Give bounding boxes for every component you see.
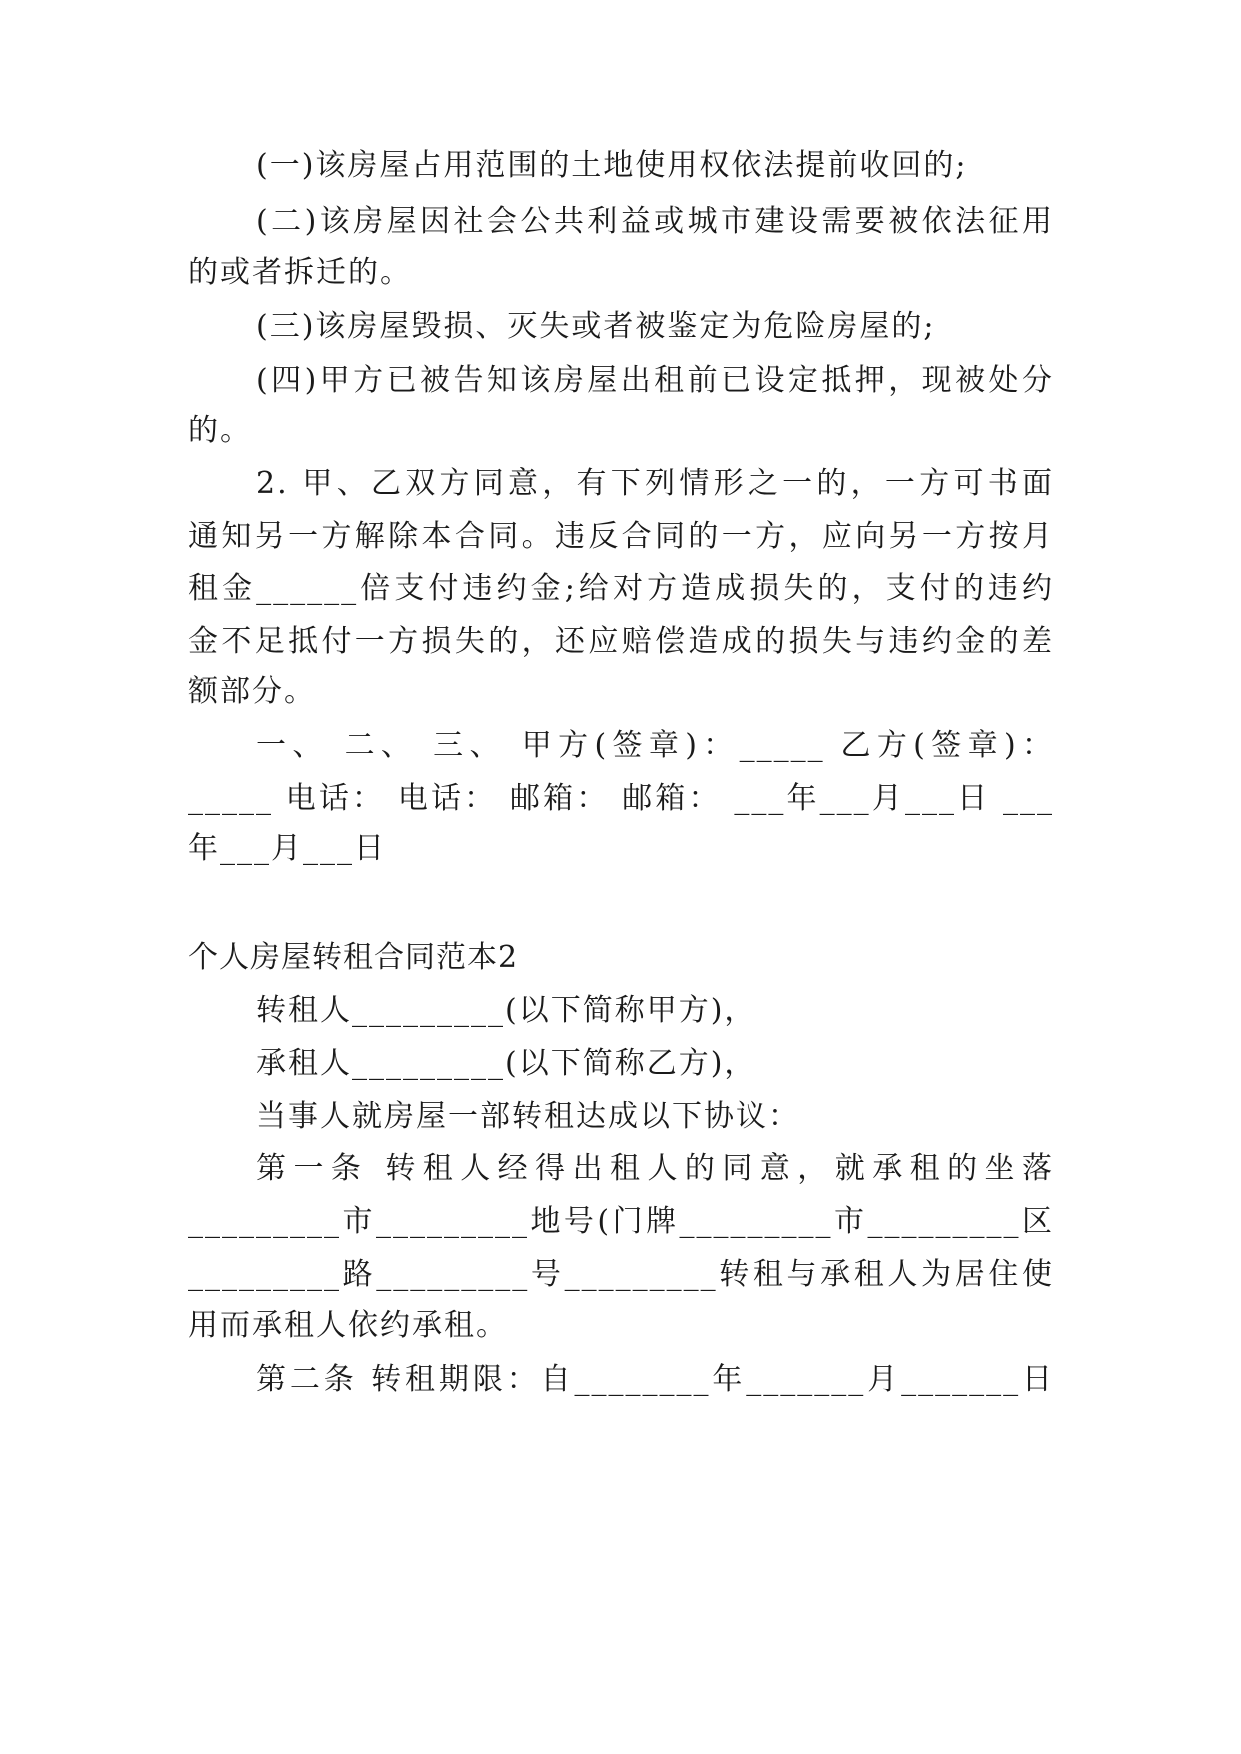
party-b-line: 承租人_________(以下简称乙方)， [256, 1046, 757, 1081]
article-1-line-3: _________路_________号_________转租与承租人为居住使 [188, 1257, 1054, 1292]
clause-item-4-line-1: (四)甲方已被告知该房屋出租前已设定抵押，现被处分 [256, 363, 1054, 398]
agreement-intro: 当事人就房屋一部转租达成以下协议： [256, 1099, 800, 1134]
article-1-line-4: 用而承租人依约承租。 [188, 1308, 508, 1343]
clause-item-2-line-1: (二)该房屋因社会公共利益或城市建设需要被依法征用 [256, 204, 1054, 239]
section-title: 个人房屋转租合同范本2 [188, 940, 519, 975]
clause-2-line-1: 2. 甲、乙双方同意，有下列情形之一的，一方可书面 [256, 466, 1054, 501]
clause-2-line-3: 租金______倍支付违约金;给对方造成损失的，支付的违约 [188, 571, 1054, 606]
article-2-line-1: 第二条 转租期限：自________年_______月_______日 [256, 1362, 1054, 1397]
clause-item-1: (一)该房屋占用范围的土地使用权依法提前收回的; [256, 148, 968, 183]
clause-item-2-line-2: 的或者拆迁的。 [188, 255, 412, 290]
clause-2-line-4: 金不足抵付一方损失的，还应赔偿造成的损失与违约金的差 [188, 624, 1054, 659]
signature-line-1: 一、 二、 三、 甲方(签章)：_____ 乙方(签章)： [256, 728, 1054, 763]
signature-line-2: _____ 电话： 电话： 邮箱： 邮箱： ___年___月___日 ___ [188, 781, 1054, 816]
clause-item-3: (三)该房屋毁损、灭失或者被鉴定为危险房屋的; [256, 309, 936, 344]
clause-2-line-2: 通知另一方解除本合同。违反合同的一方，应向另一方按月 [188, 519, 1054, 554]
clause-2-line-5: 额部分。 [188, 674, 316, 709]
article-1-line-2: _________市_________地号(门牌_________市_________区 [188, 1204, 1054, 1239]
clause-item-4-line-2: 的。 [188, 413, 252, 448]
party-a-line: 转租人_________(以下简称甲方)， [256, 993, 757, 1028]
article-1-line-1: 第一条 转租人经得出租人的同意，就承租的坐落 [256, 1151, 1054, 1186]
signature-line-3: 年___月___日 [188, 831, 386, 866]
